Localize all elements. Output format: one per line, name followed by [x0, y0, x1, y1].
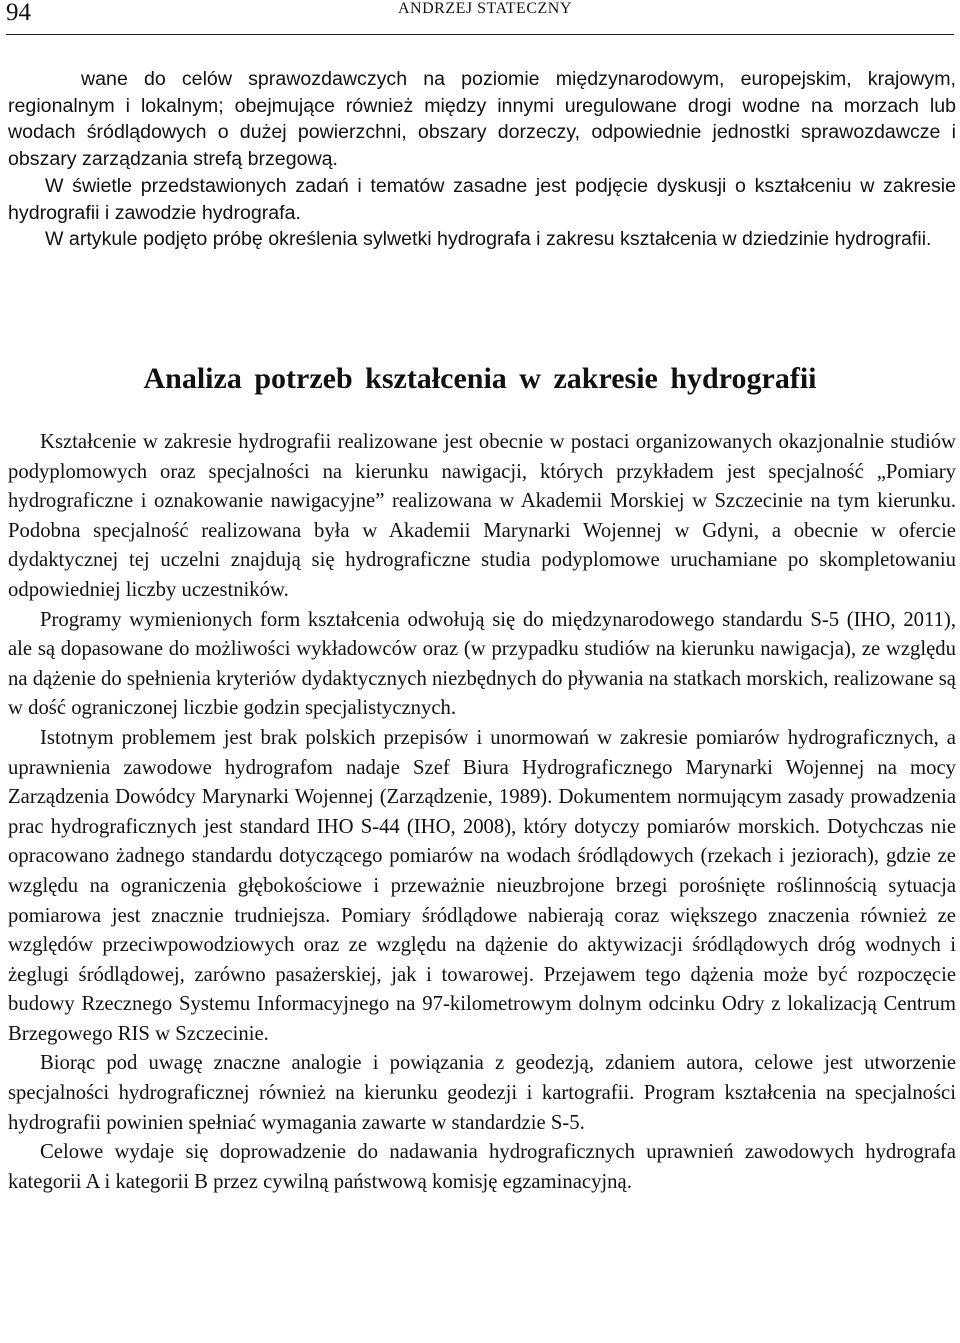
- body-paragraph: Istotnym problemem jest brak polskich przepisów i unormowań w zakresie pomiarów hydrograficznych, a uprawnienia zawodowe hydrografom nadaje Szef Biura Hydrograficznego Marynarki Wojennej na mocy Zarządzenia Dowódcy Marynarki Wojennej (Zarządzenie, 1989). Dokumentem normującym zasady prowadzenia prac hydrograficznych jest standard IHO S-44 (IHO, 2008), który dotyczy pomiarów morskich. Dotychczas nie opracowano żadnego standardu dotyczącego pomiarów na wodach śródlądowych (rzekach i jeziorach), gdzie ze względu na ograniczenia głębokościowe i przeważnie nieuzbrojone brzegi porośnięte roślinnością sytuacja pomiarowa jest znacznie trudniejsza. Pomiary śródlądowe nabierają coraz większego znaczenia również ze względów przeciwpowodziowych oraz ze względu na dążenie do aktywizacji śródlądowych dróg wodnych i żeglugi śródlądowej, zarówno pasażerskiej, jak i towarowej. Przejawem tego dążenia może być rozpoczęcie budowy Rzecznego Systemu Informacyjnego na 97-kilometrowym dolnym odcinku Odry z lokalizacją Centrum Brzegowego RIS w Szczecinie.: [8, 726, 956, 1045]
- intro-paragraph: W świetle przedstawionych zadań i tematów zasadne jest podjęcie dyskusji o kształceniu w zakresie hydrografii i zawodzie hydrografa.: [8, 174, 956, 224]
- intro-paragraph: wane do celów sprawozdawczych na poziomie międzynarodowym, europejskim, krajowym, regionalnym i lokalnym; obejmujące również między innymi uregulowane drogi wodne na morzach lub wodach śródlądowych o dużej powierzchni, obszary dorzeczy, odpowiednie jednostki sprawozdawcze i obszary zarządzania strefą brzegową.: [8, 68, 956, 171]
- intro-text-block: [8, 66, 956, 253]
- body-paragraph: Programy wymienionych form kształcenia odwołują się do międzynarodowego standardu S-5 (IHO, 2011), ale są dopasowane do możliwości wykładowców oraz (w przypadku studiów na kierunku nawigacja), ze względu na dążenie do spełnienia kryteriów dydaktycznych niezbędnych do pływania na statkach morskich, realizowane są w dość ograniczonej liczbie godzin specjalistycznych.: [8, 608, 956, 720]
- running-head-author: ANDRZEJ STATECZNY: [398, 0, 572, 17]
- section-heading: Analiza potrzeb kształcenia w zakresie hydrografii: [143, 362, 817, 395]
- section-body: [8, 428, 956, 1197]
- body-paragraph: Biorąc pod uwagę znaczne analogie i powiązania z geodezją, zdaniem autora, celowe jest utworzenie specjalności hydrograficznej również na kierunku geodezji i kartografii. Program kształcenia na specjalności hydrografii powinien spełniać wymagania zawarte w standardzie S-5.: [8, 1052, 956, 1134]
- page-number: 94: [6, 0, 31, 26]
- intro-paragraph: W artykule podjęto próbę określenia sylwetki hydrografa i zakresu kształcenia w dziedzinie hydrografii.: [45, 228, 932, 251]
- body-paragraph: Celowe wydaje się doprowadzenie do nadawania hydrograficznych uprawnień zawodowych hydrografa kategorii A i kategorii B przez cywilną państwową komisję egzaminacyjną.: [8, 1141, 956, 1193]
- page-header: [6, 0, 954, 35]
- body-paragraph: Kształcenie w zakresie hydrografii realizowane jest obecnie w postaci organizowanych okazjonalnie studiów podyplomowych oraz specjalności na kierunku nawigacji, których przykładem jest specjalność „Pomiary hydrograficzne i oznakowanie nawigacyjne” realizowana w Akademii Morskiej w Szczecinie na tym kierunku. Podobna specjalność realizowana była w Akademii Marynarki Wojennej w Gdyni, a obecnie w ofercie dydaktycznej tej uczelni znajdują się hydrograficzne studia podyplomowe uruchamiane po skompletowaniu odpowiedniej liczby uczestników.: [8, 431, 956, 601]
